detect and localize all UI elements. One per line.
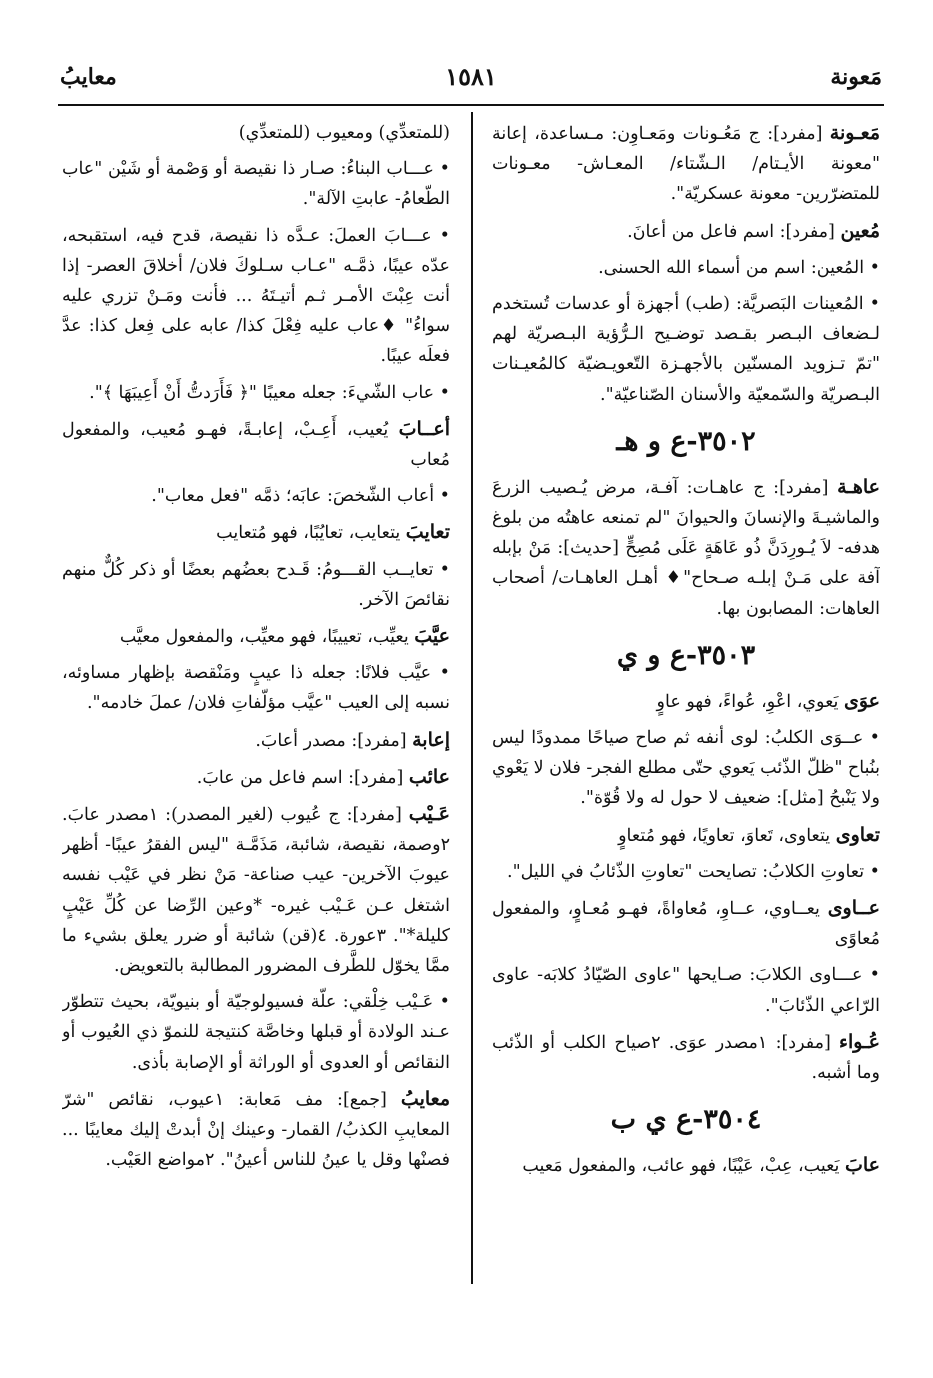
headword: تعايبَ xyxy=(405,521,450,544)
dictionary-entry xyxy=(492,820,880,851)
entry-sense xyxy=(492,960,880,1020)
headword: عــاوى xyxy=(827,897,880,920)
entry-sense xyxy=(62,221,450,372)
dictionary-entry xyxy=(492,1150,880,1181)
definition-text: [جمع]: مف مَعابة: ١عيوب، نقائص "شرّ المعايبِ الكذبُ/ القمار- وعينك إنْ أبدتْ إليك معايبًا ... فصنْها وقل يا عينُ للناس أعينُ". ٢مواضع العَيْب. xyxy=(62,1089,450,1171)
definition-text: يتعاوى، تَعاوَ، تعاويًا، فهو مُتعاوٍ xyxy=(618,825,836,846)
headword: عوَى xyxy=(843,689,880,712)
headword: أعــابَ xyxy=(398,417,450,440)
definition-text: يعيِّب، تعييبًا، فهو معيِّب، والمفعول معيَّب xyxy=(119,627,415,648)
dictionary-entry xyxy=(492,893,880,954)
headword: تعاوى xyxy=(835,823,880,846)
header-rule xyxy=(58,104,884,106)
definition-text: • المُعينات البَصريَّة: (طب) أجهزة أو عدسات تُستخدم لـضعاف البـصر بقـصد توضـيح الـرُّؤية البـصريّة لهم "تمّ تـزويد المسنّين بالأجهـزة التّعويـضيّة كالمُعيـنات البـصريّة والسّمعيّة والأسنان الصّناعيّة". xyxy=(492,294,880,405)
header-left-word: معايبُ xyxy=(60,64,117,90)
definition-text: يعــاوي، عــاوِ، مُعاواةً، فهـو مُعـاوٍ، والمفعول مُعاوًى xyxy=(492,899,880,950)
definition-text: • عاب الشّيءَ: جعله معيبًا "﴿ فَأَرَدتُّ أَنْ أَعِيبَهَا ﴾". xyxy=(89,382,450,403)
definition-text: (للمتعدِّي) ومعيوب (للمتعدِّي) xyxy=(238,123,450,143)
header-right-word: مَعونة xyxy=(830,64,882,90)
headword: عائب xyxy=(408,765,450,788)
definition-text: [مفرد]: مصدر أعابَ. xyxy=(255,730,413,751)
entry-sense xyxy=(62,658,450,718)
definition-text: يُعيب، أَعِـبْ، إعابـةً، فهـو مُعيب، والمفعول مُعاب xyxy=(62,419,450,471)
headword: إعابة xyxy=(412,728,450,751)
page-number: ١٥٨١ xyxy=(445,62,497,91)
definition-text: • أعاب الشّخصَ: عابَه؛ ذمَّه "فعل معاب". xyxy=(151,486,450,507)
definition-text: يَعيب، عِبْ، عَيْبًا، فهو عائب، والمفعول مَعيب xyxy=(522,1156,845,1177)
section-heading: ٣٥٠٣-ع و ي xyxy=(616,639,756,671)
section-heading: ٣٥٠٢-ع و هـ xyxy=(616,425,756,457)
definition-text: [مفرد]: ج عاهـات: آفـة، مرض يُـصيب الزرعَ والماشيـةَ والإنسانَ والحيوانَ "لم تمنعه عاهتُه من بلوغ هدفه- لاَ يُـورِدَنَّ ذُو عَاهَةٍ عَلَى مُصِحٍّ [حديث]: مَنْ بإبله آفة على مَـنْ إبلـه صـحاح"♦ أهـل العاهـات/ أصحاب العاهات: المصابون بها. xyxy=(492,477,880,619)
definition-text: يَعوي، اعْوِ، عُواءً، فهو عاوٍ xyxy=(656,691,844,712)
dictionary-entry xyxy=(492,1027,880,1088)
entry-sense xyxy=(62,118,450,148)
dictionary-entry xyxy=(62,1084,450,1176)
entry-sense xyxy=(62,378,450,408)
definition-text: • عـــاب البناءُ: صـار ذا نقيصة أو وَصْمة أو شَيْن "عاب الطّعامُ- عابتِ الآلة". xyxy=(62,159,450,210)
definition-text: • عـــابَ العملَ: عـدَّه ذا نقيصة، قدح فيه، استقبحه، عدّه عيبًا، ذمَّـه "عـاب سـلوكَ فلان/ أخلاقَ العصر- إذا أنت عِبْتَ الأمـر ثـم أتيـتَهُ ... فأنت ومَـنْ تزري عليه سواءُ" ♦عاب عليه فِعْلَ كذا/ عابه على فِعل كذا: عدَّ فعلَه عيبًا. xyxy=(62,225,450,367)
dictionary-entry xyxy=(62,517,450,548)
headword: عابَ xyxy=(844,1154,880,1177)
page-header xyxy=(60,60,882,100)
left-column xyxy=(62,118,450,1278)
dictionary-entry xyxy=(62,621,450,652)
headword: عيَّبَ xyxy=(414,625,450,648)
definition-text: [مفرد]: ١مصدر عوَى. ٢صياح الكلب أو الذّئب وما أشبه. xyxy=(492,1032,880,1084)
definition-text: [مفرد]: ج عُيوب (لغير المصدر): ١مصدر عابَ. ٢وصمة، نقيصة، شائبة، مَذَمَّـة "ليس الفقرُ عيبًا- أظهر عيوبَ الآخرين- عيب صناعة- مَنْ نظر في عَيْب نفسه اشتغل عـن عَـيْب غيره- *وعين الرِّضا عن كُلِّ عَيْبٍ كليلة*". ٣عورة. ٤(قن) شائبة أو ضرر يعلق بشيء ما ممَّا يخوّل للطَّرف المضرور المطالبة بالتعويض. xyxy=(62,805,450,977)
definition-text: • عيَّب فلانًا: جعله ذا عيبٍ ومَنْقصة بإظهار مساوئه، نسبه إلى العيب "عيَّب مؤلّفاتِ فلان/ عملَ خادمه". xyxy=(62,663,450,714)
dictionary-entry xyxy=(492,118,880,210)
entry-sense xyxy=(62,987,450,1078)
definition-text: [مفرد]: اسم فاعل من أعانَ. xyxy=(627,221,841,242)
definition-text: • عـــاوى الكلابَ: صـايحها "عاوى الصّيّادُ كلابَه- عاوى الرّاعي الذّئابَ". xyxy=(492,965,880,1016)
entry-sense xyxy=(62,154,450,214)
definition-text: • تعاوتِ الكلابُ: تصايحت "تعاوتِ الذّئابُ في الليل". xyxy=(507,861,880,882)
definition-text: • عَـيْب خِلْقي: علّة فسيولوجيّة أو بنيويّة، بحيث تتطوّر عـند الولادة أو قبلها وخاصَّة كنتيجة للنموّ ذي العُيوب أو النقائص أو العدوى أو الوراثة أو الإصابة بأذى. xyxy=(62,992,450,1073)
headword: مَعـونة xyxy=(829,122,880,144)
headword: مُعين xyxy=(840,219,880,242)
definition-text: [مفرد]: اسم فاعل من عابَ. xyxy=(196,767,409,788)
entry-sense xyxy=(492,289,880,410)
definition-text: • المُعين: اسم من أسماء الله الحسنى. xyxy=(598,257,880,278)
dictionary-entry xyxy=(62,762,450,793)
dictionary-entry xyxy=(492,686,880,717)
definition-text: [مفرد]: ج مَعُـونات ومَعـاوِن: مـساعدة، إعانة "معونة الأيـتام/ الـشّتاء/ المعـاش- معـونات للمتضرّرين- معونة عسكريّة". xyxy=(492,124,880,205)
headword: عاهـة xyxy=(837,475,880,498)
section-heading: ٣٥٠٤-ع ي ب xyxy=(610,1104,762,1136)
dictionary-entry xyxy=(62,725,450,756)
dictionary-entry xyxy=(62,799,450,981)
entry-sense xyxy=(492,857,880,887)
headword: عُـواء xyxy=(839,1030,880,1053)
entry-sense xyxy=(492,723,880,814)
headword: معايبُ xyxy=(400,1087,450,1110)
definition-text: يتعايب، تعايُبًا، فهو مُتعايب xyxy=(216,523,406,544)
entry-sense xyxy=(62,555,450,615)
dictionary-entry xyxy=(492,216,880,247)
dictionary-entry xyxy=(492,472,880,624)
entry-sense xyxy=(62,481,450,511)
entry-sense xyxy=(492,253,880,283)
headword: عَـيْب xyxy=(408,803,450,826)
dictionary-entry xyxy=(62,414,450,475)
column-divider xyxy=(471,112,473,1284)
definition-text: • عــوَى الكلبُ: لوى أنفه ثم صاح صياحًا ممدودًا ليس بنُباح "ظلّ الذّئب يَعوي حتّى مطلع الفجر- فلان لا يَعْوي ولا يَنْبحُ [مثل]: ضعيف لا حول له ولا قُوّة". xyxy=(492,728,880,809)
right-column xyxy=(492,118,880,1278)
definition-text: • تعايــب القـــومُ: قَـدح بعضُهم بعضًا أو ذكر كُلٌّ منهم نقائصَ الآخر. xyxy=(62,559,450,610)
